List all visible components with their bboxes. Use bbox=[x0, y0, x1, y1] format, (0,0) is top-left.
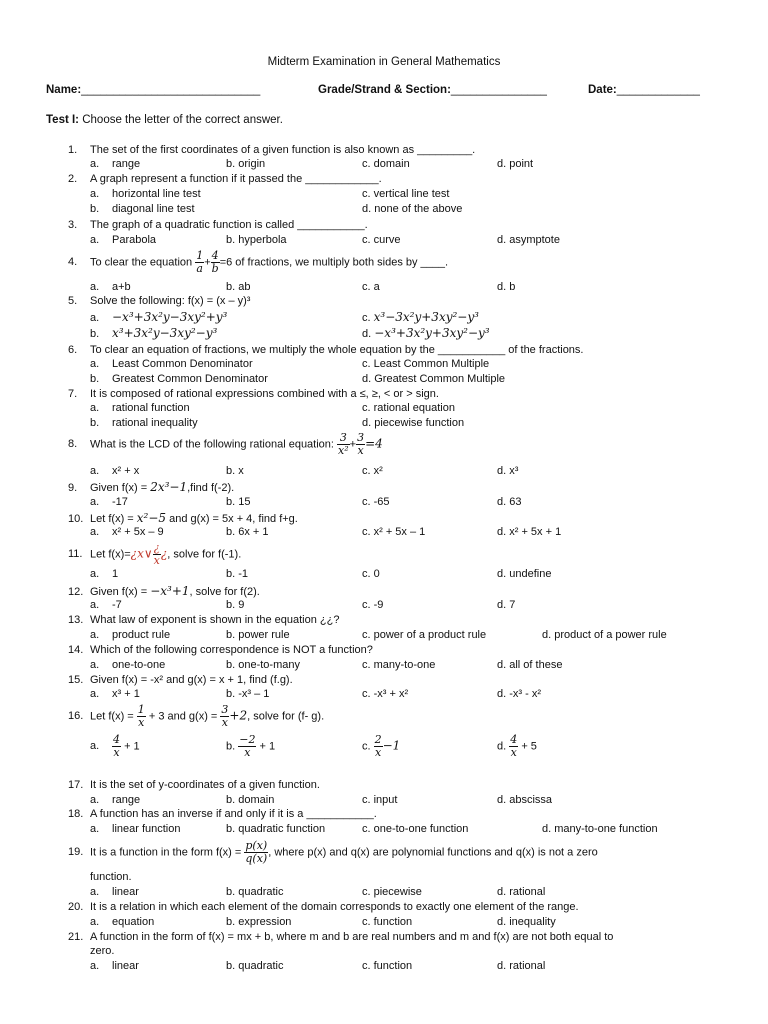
option-d: d. -x³ - x² bbox=[497, 688, 541, 700]
option-b: b. ab bbox=[226, 281, 251, 293]
option-letter: b. bbox=[90, 373, 100, 385]
question-3 bbox=[68, 219, 368, 231]
fraction bbox=[153, 542, 161, 567]
option-d: d. Greatest Common Multiple bbox=[362, 373, 506, 385]
option-letter: a. bbox=[90, 402, 100, 414]
option-b: b. 15 bbox=[226, 496, 251, 508]
option-letter: d. bbox=[497, 740, 507, 753]
date-field bbox=[588, 84, 700, 96]
question-11 bbox=[68, 542, 241, 567]
option-d: d. asymptote bbox=[497, 234, 560, 246]
garbled-expression: ¿ bbox=[160, 546, 168, 561]
equation-tail: =4 bbox=[365, 436, 383, 451]
option-text: range bbox=[112, 158, 141, 170]
name-field bbox=[46, 84, 260, 96]
option-text: a+b bbox=[112, 281, 131, 293]
question-text: and g(x) = 5x + 4, find f+g. bbox=[169, 513, 298, 525]
option-a bbox=[90, 402, 190, 414]
question-number: 20. bbox=[68, 901, 84, 913]
option-c: c. vertical line test bbox=[362, 188, 450, 200]
math-expression: x³−3x²y+3xy²−y³ bbox=[373, 310, 479, 324]
option-c: c. curve bbox=[362, 234, 401, 246]
option-d: d. 63 bbox=[497, 496, 522, 508]
page-title: Midterm Examination in General Mathematics bbox=[267, 56, 501, 68]
option-a bbox=[90, 188, 201, 200]
question-text: It is a relation in which each element of the domain corresponds to exactly one element of the range. bbox=[90, 901, 579, 913]
question-number: 15. bbox=[68, 674, 84, 686]
option-letter: b. bbox=[90, 203, 100, 215]
option-letter: a. bbox=[90, 158, 100, 170]
option-b bbox=[90, 203, 195, 215]
question-10 bbox=[68, 511, 298, 525]
option-c: c. function bbox=[362, 916, 413, 928]
option-text: range bbox=[112, 794, 141, 806]
equation-tail: =6 bbox=[219, 256, 233, 269]
question-text: Given f(x) = bbox=[90, 586, 148, 598]
option-c: c. -65 bbox=[362, 496, 390, 508]
question-7 bbox=[68, 388, 439, 400]
option-c: c. Least Common Multiple bbox=[362, 358, 490, 370]
option-letter: a. bbox=[90, 886, 100, 898]
fraction bbox=[244, 840, 268, 865]
option-d: d. many-to-one function bbox=[542, 823, 658, 835]
question-text: Which of the following correspondence is NOT a function? bbox=[90, 644, 373, 656]
option-letter: c. bbox=[362, 740, 371, 753]
option-b bbox=[226, 734, 275, 759]
option-b: b. power rule bbox=[226, 629, 290, 641]
option-d: d. none of the above bbox=[362, 203, 463, 215]
question-19 bbox=[68, 840, 598, 865]
option-letter: a. bbox=[90, 526, 100, 538]
option-d: d. point bbox=[497, 158, 534, 170]
option-text: horizontal line test bbox=[112, 188, 201, 200]
date-label: Date: bbox=[588, 84, 617, 96]
question-14 bbox=[68, 644, 373, 656]
option-text: linear function bbox=[112, 823, 181, 835]
option-letter: a. bbox=[90, 496, 100, 508]
math-expression: −x³+1 bbox=[150, 584, 190, 598]
option-c: c. x² bbox=[362, 465, 383, 477]
math-expression: x³+3x²y−3xy²−y³ bbox=[112, 326, 218, 340]
option-b: b. quadratic function bbox=[226, 823, 326, 835]
option-text: product rule bbox=[112, 629, 171, 641]
option-text: x² + x bbox=[112, 465, 140, 477]
option-text: x³ + 1 bbox=[112, 688, 140, 700]
numerator: 3 bbox=[221, 703, 229, 716]
option-b bbox=[90, 373, 268, 385]
question-text: , where p(x) and q(x) are polynomial functions and q(x) is not a zero bbox=[268, 846, 598, 859]
math-expression: + 5 bbox=[521, 740, 537, 753]
grade-blank: _______________ bbox=[450, 84, 547, 96]
math-expression: −1 bbox=[382, 738, 401, 753]
grade-label: Grade/Strand & Section: bbox=[318, 84, 451, 96]
question-text: Let f(x) = bbox=[90, 513, 134, 525]
question-text: A function in the form of f(x) = mx + b, where m and b are real numbers and m and f(x) are not both equal to bbox=[90, 931, 614, 943]
option-a bbox=[90, 960, 139, 972]
question-12 bbox=[68, 584, 260, 598]
option-d: d. all of these bbox=[497, 659, 563, 671]
option-text: Greatest Common Denominator bbox=[112, 373, 268, 385]
option-text: rational function bbox=[112, 402, 190, 414]
option-text: Least Common Denominator bbox=[112, 358, 253, 370]
denominator: b bbox=[211, 262, 219, 275]
option-d: d. undefine bbox=[497, 568, 552, 580]
question-text: Let f(x) = bbox=[90, 710, 134, 723]
option-c: c. power of a product rule bbox=[362, 629, 487, 641]
numerator: −2 bbox=[239, 733, 256, 746]
option-b: b. -x³ – 1 bbox=[226, 688, 270, 700]
option-letter: a. bbox=[90, 916, 100, 928]
option-letter: a. bbox=[90, 629, 100, 641]
option-c: c. x² + 5x – 1 bbox=[362, 526, 426, 538]
question-9 bbox=[68, 480, 234, 494]
option-b bbox=[90, 417, 198, 429]
math-expression: + 1 bbox=[259, 740, 276, 753]
option-b bbox=[90, 326, 217, 340]
question-number: 10. bbox=[68, 513, 84, 525]
question-number: 13. bbox=[68, 614, 84, 626]
denominator: x bbox=[357, 444, 364, 457]
option-text: linear bbox=[112, 960, 139, 972]
fraction bbox=[211, 250, 220, 275]
option-b: b. expression bbox=[226, 916, 292, 928]
option-b: b. domain bbox=[226, 794, 275, 806]
name-blank: ____________________________ bbox=[81, 84, 261, 96]
question-21 bbox=[68, 931, 613, 943]
question-text: What law of exponent is shown in the equation ¿¿? bbox=[90, 614, 340, 626]
fraction bbox=[137, 704, 146, 729]
question-number: 3. bbox=[68, 219, 78, 231]
option-letter: a. bbox=[90, 794, 100, 806]
question-number: 2. bbox=[68, 173, 78, 185]
question-text: Given f(x) = -x² and g(x) = x + 1, find (f.g). bbox=[90, 674, 293, 686]
question-16 bbox=[68, 704, 324, 729]
option-b: b. hyperbola bbox=[226, 234, 287, 246]
option-text: 1 bbox=[112, 568, 119, 580]
option-c: c. -x³ + x² bbox=[362, 688, 409, 700]
question-2 bbox=[68, 173, 382, 185]
numerator: 4 bbox=[211, 249, 219, 262]
question-number: 17. bbox=[68, 779, 84, 791]
numerator: 4 bbox=[510, 733, 518, 746]
option-text: rational inequality bbox=[112, 417, 198, 429]
question-20 bbox=[68, 901, 579, 913]
question-18 bbox=[68, 808, 377, 820]
math-expression: 2x³−1 bbox=[150, 480, 188, 494]
option-d bbox=[362, 326, 490, 340]
option-text: x² + 5x – 9 bbox=[112, 526, 164, 538]
question-1 bbox=[68, 144, 475, 156]
numerator: ¿ bbox=[153, 541, 160, 554]
option-c bbox=[362, 734, 400, 759]
option-letter: a. bbox=[90, 740, 100, 753]
question-text: To clear an equation of fractions, we multiply the whole equation by the ___________ of the fractions. bbox=[90, 344, 584, 356]
question-number: 6. bbox=[68, 344, 78, 356]
option-d: d. abscissa bbox=[497, 794, 553, 806]
option-d bbox=[497, 734, 537, 759]
option-d: d. b bbox=[497, 281, 516, 293]
question-text: of fractions, we multiply both sides by ____. bbox=[235, 256, 449, 269]
option-letter: a. bbox=[90, 960, 100, 972]
option-a bbox=[90, 659, 165, 671]
option-text: one-to-one bbox=[112, 659, 166, 671]
math-expression: −x³+3x²y+3xy²−y³ bbox=[374, 326, 490, 340]
question-continuation: zero. bbox=[90, 945, 115, 957]
option-d: d. rational bbox=[497, 886, 546, 898]
denominator: x bbox=[510, 746, 517, 759]
test-label: Test I: bbox=[46, 114, 80, 126]
option-c: c. many-to-one bbox=[362, 659, 436, 671]
option-c: c. -9 bbox=[362, 599, 384, 611]
question-text: The graph of a quadratic function is called ___________. bbox=[90, 219, 368, 231]
option-a bbox=[90, 916, 154, 928]
question-4: 4. To clear the equation $\frac{1}{a}$ + $\frac{4}{b}$ =6 of fractions, we multiply both sides by ____. bbox=[68, 249, 449, 275]
option-b: b. one-to-many bbox=[226, 659, 300, 671]
question-number: 18. bbox=[68, 808, 84, 820]
question-6 bbox=[68, 344, 584, 356]
math-expression: +2 bbox=[229, 708, 248, 723]
option-letter: b. bbox=[90, 328, 100, 340]
question-text: To clear the equation bbox=[90, 256, 193, 269]
option-text: diagonal line test bbox=[112, 203, 195, 215]
option-a bbox=[90, 599, 122, 611]
option-d: d. x³ bbox=[497, 465, 519, 477]
numerator: 1 bbox=[196, 249, 204, 262]
denominator: x bbox=[244, 746, 251, 759]
denominator: q(x) bbox=[245, 852, 268, 865]
question-number: 9. bbox=[68, 482, 78, 494]
option-c: c. a bbox=[362, 281, 380, 293]
question-text: + 3 and g(x) = bbox=[148, 710, 218, 723]
fraction bbox=[337, 432, 350, 457]
option-c: c. one-to-one function bbox=[362, 823, 469, 835]
option-letter: a. bbox=[90, 659, 100, 671]
option-letter: a. bbox=[90, 568, 100, 580]
question-number: 12. bbox=[68, 586, 84, 598]
math-expression: + 1 bbox=[124, 740, 140, 753]
question-number: 19. bbox=[68, 846, 84, 859]
grade-field bbox=[318, 84, 547, 96]
question-number: 4. bbox=[68, 256, 78, 269]
option-letter: a. bbox=[90, 823, 100, 835]
numerator: 3 bbox=[337, 432, 350, 445]
question-text: It is a function in the form f(x) = bbox=[90, 846, 242, 859]
option-text: linear bbox=[112, 886, 139, 898]
option-a bbox=[90, 281, 131, 293]
question-text: , solve for f(2). bbox=[189, 586, 260, 598]
option-b: b. quadratic bbox=[226, 960, 284, 972]
option-b: b. quadratic bbox=[226, 886, 284, 898]
numerator: 3 bbox=[357, 431, 365, 444]
option-b: b. 6x + 1 bbox=[226, 526, 269, 538]
question-17 bbox=[68, 779, 320, 791]
option-a bbox=[90, 526, 164, 538]
question-text: It is the set of y-coordinates of a given function. bbox=[90, 779, 320, 791]
option-a bbox=[90, 794, 140, 806]
option-c: c. domain bbox=[362, 158, 410, 170]
question-13 bbox=[68, 614, 339, 626]
question-number: 11. bbox=[68, 548, 83, 561]
denominator: x bbox=[113, 746, 120, 759]
option-b: b. -1 bbox=[226, 568, 249, 580]
question-text: A graph represent a function if it passed the ____________. bbox=[90, 173, 382, 185]
fraction bbox=[238, 734, 256, 759]
numerator: 2 bbox=[374, 733, 382, 746]
option-d: d. x² + 5x + 1 bbox=[497, 526, 562, 538]
numerator: 1 bbox=[137, 703, 145, 716]
question-number: 5. bbox=[68, 295, 78, 307]
option-letter: a. bbox=[90, 188, 100, 200]
option-a bbox=[90, 734, 140, 759]
option-text: equation bbox=[112, 916, 155, 928]
question-text: The set of the first coordinates of a given function is also known as _________. bbox=[90, 144, 476, 156]
question-text: ,find f(-2). bbox=[187, 482, 235, 494]
option-a bbox=[90, 629, 170, 641]
fraction bbox=[195, 250, 204, 275]
option-a bbox=[90, 886, 139, 898]
option-letter: a. bbox=[90, 688, 100, 700]
option-b: b. origin bbox=[226, 158, 266, 170]
option-c: c. input bbox=[362, 794, 398, 806]
fraction bbox=[509, 734, 518, 759]
option-c bbox=[362, 310, 479, 324]
question-8: 8. What is the LCD of the following rational equation: $\frac{3}{\text{x²}}$ + $\frac{3}{x}$ =4 bbox=[68, 431, 383, 457]
question-text: What is the LCD of the following rational equation: bbox=[90, 438, 334, 451]
option-d: d. piecewise function bbox=[362, 417, 465, 429]
math-expression: −x³+3x²y−3xy²+y³ bbox=[112, 310, 228, 324]
option-c: c. 0 bbox=[362, 568, 380, 580]
question-number: 8. bbox=[68, 438, 78, 451]
option-d: d. 7 bbox=[497, 599, 516, 611]
date-blank: _____________ bbox=[616, 84, 700, 96]
option-text: -17 bbox=[112, 496, 128, 508]
question-text: A function has an inverse if and only if it is a ___________. bbox=[90, 808, 377, 820]
name-label: Name: bbox=[46, 84, 82, 96]
question-text: Let f(x)= bbox=[90, 548, 131, 561]
option-a bbox=[90, 496, 128, 508]
option-a bbox=[90, 823, 181, 835]
option-letter: a. bbox=[90, 281, 100, 293]
option-a bbox=[90, 158, 140, 170]
option-b: b. x bbox=[226, 465, 244, 477]
option-a bbox=[90, 568, 118, 580]
denominator: a bbox=[196, 262, 203, 275]
math-expression: x²−5 bbox=[136, 511, 167, 525]
question-text: Given f(x) = bbox=[90, 482, 148, 494]
option-letter: a. bbox=[90, 358, 100, 370]
option-text: Parabola bbox=[112, 234, 157, 246]
fraction bbox=[374, 734, 383, 759]
option-a bbox=[90, 358, 253, 370]
option-letter: b. bbox=[90, 417, 100, 429]
question-number: 7. bbox=[68, 388, 78, 400]
option-letter: a. bbox=[90, 465, 100, 477]
option-letter: a. bbox=[90, 234, 100, 246]
option-c: c. function bbox=[362, 960, 413, 972]
question-number: 21. bbox=[68, 931, 84, 943]
denominator: x bbox=[375, 746, 382, 759]
question-number: 1. bbox=[68, 144, 78, 156]
option-d: d. inequality bbox=[497, 916, 556, 928]
question-15 bbox=[68, 674, 293, 686]
question-text: It is composed of rational expressions combined with a ≤, ≥, < or > sign. bbox=[90, 388, 439, 400]
option-letter: b. bbox=[226, 740, 236, 753]
fraction bbox=[356, 432, 365, 457]
denominator: x bbox=[138, 716, 145, 729]
option-text: -7 bbox=[112, 599, 122, 611]
option-b: b. 9 bbox=[226, 599, 245, 611]
option-c: c. rational equation bbox=[362, 402, 455, 414]
denominator: x bbox=[153, 554, 160, 567]
denominator: x² bbox=[338, 444, 349, 457]
question-text: Solve the following: f(x) = (x – y)³ bbox=[90, 295, 251, 307]
numerator: 4 bbox=[113, 733, 120, 746]
option-a bbox=[90, 465, 139, 477]
question-text: , solve for f(-1). bbox=[167, 548, 242, 561]
question-5 bbox=[68, 295, 250, 307]
fraction bbox=[112, 734, 121, 759]
option-a bbox=[90, 234, 156, 246]
option-d: d. product of a power rule bbox=[542, 629, 667, 641]
option-letter: a. bbox=[90, 599, 100, 611]
option-letter: c. bbox=[362, 312, 371, 324]
denominator: x bbox=[221, 716, 229, 729]
question-number: 14. bbox=[68, 644, 84, 656]
test-instruction-text: Choose the letter of the correct answer. bbox=[82, 114, 283, 126]
test-instruction bbox=[46, 114, 283, 126]
question-number: 16. bbox=[68, 710, 84, 723]
option-d: d. rational bbox=[497, 960, 546, 972]
option-a bbox=[90, 310, 227, 324]
option-c: c. piecewise bbox=[362, 886, 422, 898]
option-letter: a. bbox=[90, 312, 100, 324]
question-continuation: function. bbox=[90, 871, 132, 883]
option-letter: d. bbox=[362, 328, 372, 340]
option-a bbox=[90, 688, 140, 700]
question-text: , solve for (f- g). bbox=[247, 710, 325, 723]
numerator: p(x) bbox=[245, 839, 268, 852]
garbled-expression: ¿x∨ bbox=[130, 546, 153, 561]
